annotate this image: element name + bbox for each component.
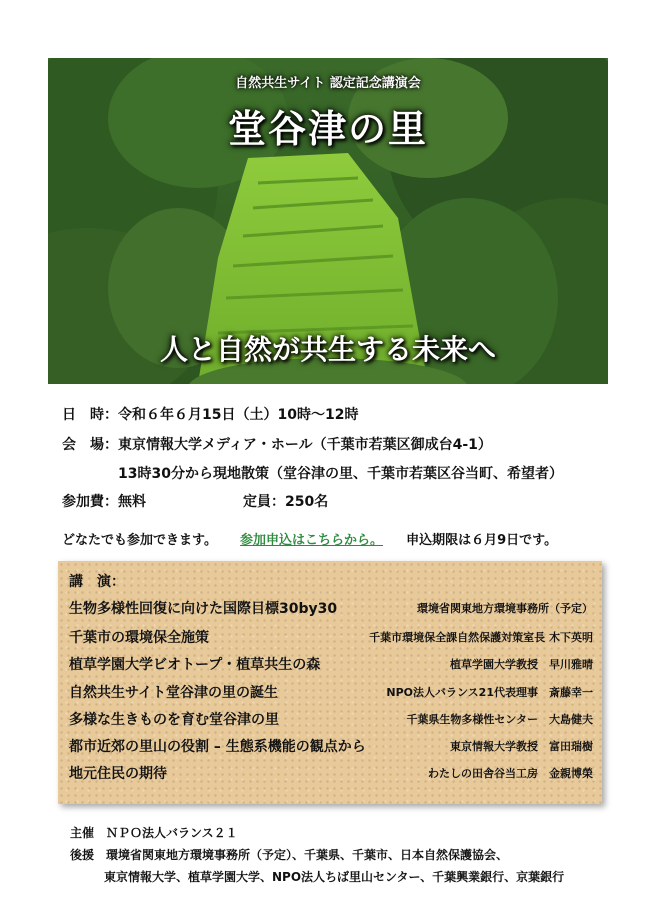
lecture-item [69, 736, 593, 758]
signup-link[interactable]: 参加申込はこちらから。 [240, 533, 384, 548]
capacity-row [243, 491, 328, 511]
lecture-title: 植草学園大学ビオトープ・植草共生の森 [69, 657, 321, 673]
capacity-label: 定員： [243, 494, 285, 510]
lecture-title: 自然共生サイト堂谷津の里の誕生 [69, 685, 279, 701]
walk-row: 13時30分から現地散策（堂谷津の里、千葉市若葉区谷当町、希望者） [118, 466, 563, 482]
date-value: 令和６年６月15日（土）10時～12時 [118, 407, 359, 423]
date-row [62, 404, 358, 424]
lecture-speaker: 環境省関東地方環境事務所（予定） [417, 602, 593, 615]
signup-deadline: 申込期限は６月9日です。 [406, 533, 558, 548]
fee-row [62, 491, 146, 511]
lecture-speaker: 千葉市環境保全課自然保護対策室長 木下英明 [369, 631, 593, 644]
lecture-speaker: 植草学園大学教授 早川雅晴 [450, 658, 593, 671]
event-subtitle: 自然共生サイト 認定記念講演会 [235, 76, 421, 91]
capacity-value: 250名 [285, 494, 329, 510]
lecture-item [69, 763, 593, 785]
lecture-title: 千葉市の環境保全施策 [69, 630, 209, 646]
lecture-title: 生物多様性回復に向けた国際目標30by30 [69, 601, 338, 617]
lecture-speaker: 東京情報大学教授 富田瑞樹 [450, 740, 593, 753]
venue-value: 東京情報大学メディア・ホール（千葉市若葉区御成台4-1） [118, 437, 492, 453]
hero-photo [48, 58, 608, 384]
lecture-item [69, 709, 593, 731]
support-line-2: 東京情報大学、植草学園大学、NPO法人ちば里山センター、千葉興業銀行、京葉銀行 [104, 870, 565, 884]
lecture-title: 都市近郊の里山の役割 – 生態系機能の観点から [69, 739, 366, 755]
lecture-title: 多様な生きものを育む堂谷津の里 [69, 712, 279, 728]
event-title: 堂谷津の里 [227, 107, 428, 151]
lecture-speaker: わたしの田舎谷当工房 金親博榮 [428, 767, 593, 780]
signup-text: どなたでも参加できます。 [62, 533, 217, 548]
event-tagline: 人と自然が共生する未来へ [159, 333, 496, 366]
venue-row [62, 434, 492, 454]
lecture-item [69, 627, 593, 649]
lecture-item [69, 654, 593, 676]
fee-label: 参加費： [62, 494, 118, 510]
fee-value: 無料 [118, 494, 146, 510]
lecture-speaker: NPO法人バランス21代表理事 斎藤幸一 [386, 686, 593, 699]
date-label: 日 時： [62, 407, 118, 423]
lecture-item [69, 682, 593, 704]
signup-row [62, 529, 557, 548]
lecture-title: 地元住民の期待 [69, 766, 167, 782]
lecture-panel [58, 561, 602, 804]
lecture-item [69, 598, 593, 620]
venue-label: 会 場： [62, 437, 118, 453]
lecture-speaker: 千葉県生物多様性センター 大島健夫 [406, 713, 593, 726]
organizer: 主催 ＮＰＯ法人バランス２１ [70, 826, 238, 840]
lecture-heading: 講 演： [69, 574, 125, 590]
support-line-1: 後援 環境省関東地方環境事務所（予定）、千葉県、千葉市、日本自然保護協会、 [70, 848, 509, 862]
